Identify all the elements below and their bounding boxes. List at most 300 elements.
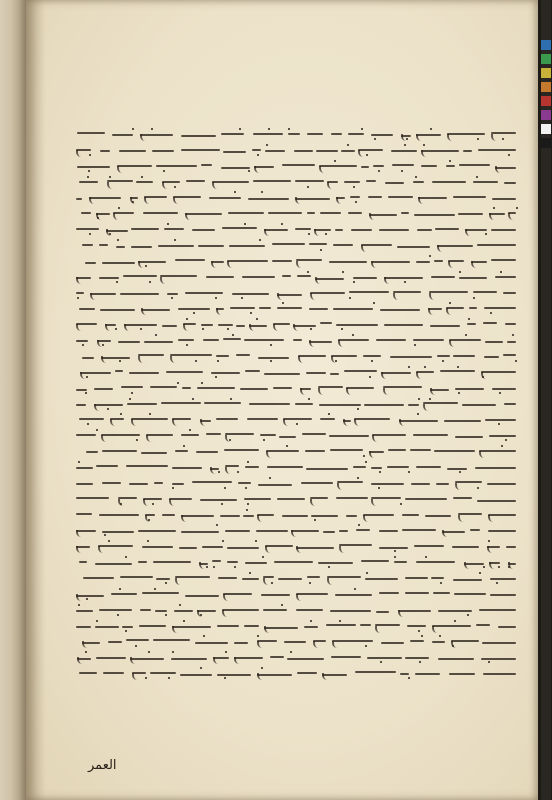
ink-dot: [172, 651, 174, 653]
ink-stroke: [279, 436, 296, 438]
ink-descender: [169, 499, 174, 506]
ink-descender: [173, 197, 178, 204]
ink-stroke: [126, 465, 167, 467]
ink-descender: [265, 546, 270, 553]
ink-descender: [257, 515, 262, 522]
ink-dot: [341, 328, 343, 330]
ink-stroke: [259, 307, 271, 309]
ink-stroke: [103, 672, 124, 674]
ink-stroke: [211, 372, 239, 374]
ink-stroke: [453, 497, 472, 499]
ink-stroke: [297, 672, 317, 674]
ink-stroke: [336, 497, 368, 499]
ink-descender: [339, 546, 344, 553]
ink-stroke: [201, 164, 212, 166]
manuscript-line: [76, 269, 516, 286]
ink-dot: [424, 366, 426, 368]
ink-stroke: [156, 165, 197, 167]
ink-dot: [485, 233, 487, 235]
ink-dot: [250, 312, 252, 314]
ink-stroke: [227, 547, 259, 549]
ink-descender: [172, 626, 177, 633]
ink-stroke: [76, 626, 91, 628]
ink-stroke: [295, 228, 310, 230]
ink-descender: [97, 340, 102, 347]
ink-descender: [101, 356, 106, 363]
ink-stroke: [372, 434, 406, 436]
ink-stroke: [301, 482, 334, 484]
ink-stroke: [498, 626, 516, 628]
ink-stroke: [294, 150, 313, 152]
ink-dot: [366, 572, 368, 574]
ink-dot: [115, 328, 117, 330]
ink-dot: [136, 439, 138, 441]
ink-stroke: [384, 277, 422, 279]
ink-stroke: [129, 483, 148, 485]
ink-stroke: [102, 531, 134, 533]
ink-stroke: [478, 149, 516, 151]
ink-descender: [488, 515, 493, 522]
ink-dot: [149, 413, 151, 415]
ink-stroke: [99, 609, 132, 611]
ink-dot: [172, 487, 174, 489]
ink-dot: [425, 556, 427, 558]
ink-stroke: [217, 674, 251, 676]
ink-stroke: [140, 609, 151, 611]
ink-dot: [281, 604, 283, 606]
ink-dot: [328, 566, 330, 568]
ink-stroke: [243, 515, 253, 517]
ink-dot: [498, 566, 500, 568]
ink-stroke: [473, 181, 499, 183]
ink-descender: [291, 530, 296, 537]
ink-dot: [309, 582, 311, 584]
ink-stroke: [120, 576, 153, 578]
ink-descender: [471, 261, 476, 268]
ink-stroke: [415, 673, 439, 675]
ink-stroke: [394, 561, 407, 563]
manuscript-line: [76, 538, 516, 555]
ink-stroke: [295, 180, 324, 182]
ink-stroke: [228, 212, 264, 214]
ink-stroke: [475, 467, 516, 469]
ink-descender: [273, 324, 278, 331]
ink-descender: [418, 197, 423, 204]
ink-descender: [225, 467, 230, 474]
ink-stroke: [384, 324, 423, 326]
ink-stroke: [438, 610, 471, 612]
ink-stroke: [452, 546, 479, 548]
ink-dot: [224, 487, 226, 489]
ink-stroke: [170, 354, 212, 356]
ink-stroke: [320, 322, 332, 324]
ink-stroke: [100, 309, 134, 311]
ink-stroke: [175, 259, 205, 261]
ink-stroke: [172, 467, 203, 469]
ink-stroke: [195, 642, 227, 644]
ink-stroke: [99, 514, 140, 516]
ink-stroke: [212, 181, 249, 183]
ink-dot: [269, 477, 271, 479]
ink-descender: [314, 229, 319, 236]
ink-stroke: [245, 370, 260, 372]
ink-descender: [371, 499, 376, 506]
ink-dot: [234, 566, 236, 568]
ink-stroke: [155, 610, 166, 612]
ink-stroke: [278, 578, 302, 580]
ink-descender: [200, 419, 205, 426]
ink-stroke: [222, 227, 258, 229]
ink-descender: [181, 515, 186, 522]
ink-descender: [293, 324, 298, 331]
ink-stroke: [252, 149, 261, 151]
ink-descender: [89, 197, 94, 204]
ink-stroke: [463, 150, 472, 152]
ink-dot: [314, 519, 316, 521]
ink-descender: [322, 673, 327, 680]
ink-stroke: [136, 181, 152, 183]
ink-dot: [310, 620, 312, 622]
ink-stroke: [304, 626, 317, 628]
ink-stroke: [79, 181, 98, 183]
calibration-swatch: [541, 138, 551, 148]
manuscript-line: [76, 126, 516, 143]
ink-dot: [354, 588, 356, 590]
ink-stroke: [79, 308, 95, 310]
ink-descender: [143, 499, 148, 506]
ink-stroke: [120, 293, 159, 295]
ink-dot: [183, 445, 185, 447]
ink-stroke: [102, 262, 135, 264]
ink-descender: [336, 197, 341, 204]
ink-descender: [76, 530, 81, 537]
ink-descender: [399, 419, 404, 426]
ink-descender: [130, 197, 135, 204]
ink-dot: [479, 572, 481, 574]
ink-stroke: [245, 562, 268, 564]
ink-stroke: [307, 133, 323, 135]
ink-stroke: [166, 371, 204, 373]
ink-dot: [400, 503, 402, 505]
manuscript-line: [76, 174, 516, 191]
ink-stroke: [282, 515, 309, 517]
ink-dot: [217, 360, 219, 362]
ink-descender: [346, 388, 351, 395]
ink-stroke: [162, 325, 176, 327]
ink-stroke: [79, 672, 98, 674]
manuscript-line: [76, 443, 516, 460]
ink-stroke: [392, 164, 413, 166]
ink-descender: [464, 562, 469, 569]
ink-dot: [378, 170, 380, 172]
ink-descender: [363, 515, 368, 522]
ink-dot: [477, 138, 479, 140]
ink-stroke: [142, 592, 179, 594]
ink-descender: [170, 356, 175, 363]
ink-stroke: [130, 658, 164, 660]
ink-stroke: [277, 307, 301, 309]
ink-stroke: [153, 561, 191, 563]
ink-descender: [384, 277, 389, 284]
ink-stroke: [432, 641, 445, 643]
color-calibration-bar: [541, 0, 551, 800]
ink-descender: [354, 419, 359, 426]
ink-stroke: [270, 656, 284, 658]
ink-stroke: [335, 229, 343, 231]
ink-stroke: [387, 466, 409, 468]
ink-dot: [151, 128, 153, 130]
ink-stroke: [160, 275, 197, 277]
ink-dot: [286, 445, 288, 447]
ink-stroke: [200, 499, 237, 501]
ink-stroke: [391, 150, 417, 152]
ink-stroke: [182, 387, 191, 389]
manuscript-line: [76, 364, 516, 381]
ink-stroke: [174, 610, 193, 612]
ink-stroke: [421, 165, 437, 167]
ink-descender: [432, 626, 437, 633]
manuscript-line: [76, 554, 516, 571]
ink-stroke: [467, 323, 476, 325]
ink-stroke: [83, 577, 115, 579]
manuscript-line: [76, 285, 516, 302]
ink-stroke: [341, 150, 355, 152]
ink-stroke: [487, 483, 516, 485]
ink-dot: [371, 360, 373, 362]
ink-stroke: [141, 452, 167, 454]
ink-stroke: [388, 196, 413, 198]
ink-stroke: [329, 435, 368, 437]
ink-stroke: [186, 180, 205, 182]
ink-stroke: [264, 627, 299, 629]
ink-descender: [212, 182, 217, 189]
ink-dot: [135, 645, 137, 647]
ink-dot: [234, 191, 236, 193]
ink-dot: [505, 439, 507, 441]
ink-dot: [361, 128, 363, 130]
ink-descender: [227, 261, 232, 268]
ink-dot: [147, 540, 149, 542]
ink-stroke: [388, 449, 406, 451]
ink-descender: [107, 182, 112, 189]
ink-descender: [223, 594, 228, 601]
ink-stroke: [344, 181, 360, 183]
ink-stroke: [453, 355, 475, 357]
ink-stroke: [249, 403, 291, 405]
ink-stroke: [156, 578, 171, 580]
ink-dot: [308, 398, 310, 400]
ink-dot: [352, 334, 354, 336]
manuscript-line: [76, 237, 516, 254]
manuscript-line: [76, 205, 516, 222]
ink-stroke: [230, 307, 255, 309]
ink-dot: [483, 566, 485, 568]
ink-stroke: [138, 561, 147, 563]
ink-stroke: [171, 658, 206, 660]
ink-stroke: [405, 592, 429, 594]
ink-stroke: [379, 592, 399, 594]
ink-dot: [152, 503, 154, 505]
ink-descender: [318, 388, 323, 395]
ink-stroke: [405, 657, 429, 659]
ink-stroke: [329, 261, 367, 263]
ink-stroke: [400, 673, 409, 675]
ink-dot: [394, 550, 396, 552]
ink-dot: [201, 382, 203, 384]
ink-dot: [457, 366, 459, 368]
ink-stroke: [390, 356, 432, 358]
ink-stroke: [405, 577, 428, 579]
ink-dot: [502, 138, 504, 140]
calibration-swatch: [541, 40, 551, 50]
ink-dot: [222, 540, 224, 542]
ink-stroke: [77, 132, 105, 134]
ink-dot: [347, 144, 349, 146]
ink-dot: [96, 620, 98, 622]
ink-stroke: [247, 418, 278, 420]
ink-stroke: [397, 246, 430, 248]
ink-stroke: [181, 135, 215, 137]
ink-descender: [106, 229, 111, 236]
ink-descender: [446, 308, 451, 315]
ink-stroke: [96, 465, 117, 467]
manuscript-line: [76, 253, 516, 270]
ink-dot: [342, 271, 344, 273]
ink-descender: [371, 261, 376, 268]
ink-descender: [479, 451, 484, 458]
ink-stroke: [76, 292, 84, 294]
ink-stroke: [253, 180, 291, 182]
ink-descender: [381, 372, 386, 379]
page-gutter-shadow: [26, 0, 46, 800]
ink-descender: [96, 213, 101, 220]
ink-stroke: [332, 640, 373, 642]
manuscript-line: [76, 586, 516, 603]
ink-dot: [493, 207, 495, 209]
ink-stroke: [296, 547, 334, 549]
ink-stroke: [307, 212, 315, 214]
ink-stroke: [221, 167, 250, 169]
ink-stroke: [455, 388, 485, 390]
ink-stroke: [202, 546, 223, 548]
ink-dot: [496, 582, 498, 584]
ink-descender: [398, 610, 403, 617]
ink-dot: [290, 651, 292, 653]
ink-dot: [459, 271, 461, 273]
ink-stroke: [351, 229, 372, 231]
ink-stroke: [383, 386, 422, 388]
ink-stroke: [381, 642, 404, 644]
ink-stroke: [206, 433, 222, 435]
ink-dot: [401, 170, 403, 172]
ink-dot: [82, 344, 84, 346]
ink-stroke: [402, 514, 419, 516]
ink-descender: [98, 546, 103, 553]
ink-stroke: [76, 497, 109, 499]
ink-dot: [268, 128, 270, 130]
ink-stroke: [309, 243, 327, 245]
ink-dot: [308, 233, 310, 235]
ink-stroke: [223, 151, 245, 153]
ink-stroke: [354, 418, 390, 420]
ink-stroke: [296, 609, 323, 611]
ink-descender: [449, 340, 454, 347]
ink-stroke: [307, 576, 320, 578]
ink-descender: [491, 134, 496, 141]
ink-dot: [394, 556, 396, 558]
ink-dot: [78, 461, 80, 463]
ink-stroke: [350, 196, 360, 198]
ink-descender: [298, 356, 303, 363]
ink-stroke: [161, 402, 201, 404]
ink-dot: [365, 461, 367, 463]
ink-stroke: [413, 339, 444, 341]
ink-descender: [465, 229, 470, 236]
ink-descender: [222, 610, 227, 617]
ink-dot: [421, 635, 423, 637]
ink-stroke: [353, 277, 377, 279]
ink-stroke: [95, 626, 119, 628]
ink-stroke: [117, 165, 152, 167]
ink-descender: [372, 435, 377, 442]
ink-stroke: [373, 165, 384, 167]
ink-descender: [118, 499, 123, 506]
ink-descender: [401, 134, 406, 141]
ink-stroke: [126, 639, 149, 641]
ink-stroke: [277, 498, 305, 500]
manuscript-line: [76, 570, 516, 587]
ink-stroke: [76, 467, 93, 469]
ink-dot: [131, 392, 133, 394]
manuscript-line: [76, 649, 516, 666]
ink-stroke: [423, 402, 457, 404]
ink-descender: [319, 166, 324, 173]
ink-stroke: [492, 388, 516, 390]
ink-stroke: [447, 133, 485, 135]
ink-stroke: [356, 529, 370, 531]
ink-descender: [76, 594, 81, 601]
ink-dot: [417, 413, 419, 415]
ink-descender: [331, 356, 336, 363]
ink-stroke: [178, 339, 194, 341]
ink-dot: [270, 360, 272, 362]
ink-dot: [203, 635, 205, 637]
ink-stroke: [100, 150, 111, 152]
ink-dot: [353, 186, 355, 188]
ink-stroke: [459, 164, 490, 166]
ink-dot: [429, 398, 431, 400]
ink-dot: [261, 667, 263, 669]
ink-stroke: [433, 592, 450, 594]
ink-stroke: [209, 197, 240, 199]
ink-descender: [423, 404, 428, 411]
manuscript-line: [76, 633, 516, 650]
ink-dot: [419, 661, 421, 663]
ink-descender: [338, 340, 343, 347]
ink-dot: [296, 423, 298, 425]
ink-dot: [148, 651, 150, 653]
ink-dot: [119, 588, 121, 590]
ink-stroke: [244, 625, 259, 627]
ink-stroke: [446, 165, 455, 167]
ink-dot: [249, 572, 251, 574]
ink-stroke: [319, 404, 360, 406]
ink-stroke: [95, 563, 132, 565]
manuscript-line: [76, 348, 516, 365]
ink-stroke: [96, 657, 127, 659]
ink-stroke: [488, 530, 516, 532]
ink-descender: [310, 293, 315, 300]
